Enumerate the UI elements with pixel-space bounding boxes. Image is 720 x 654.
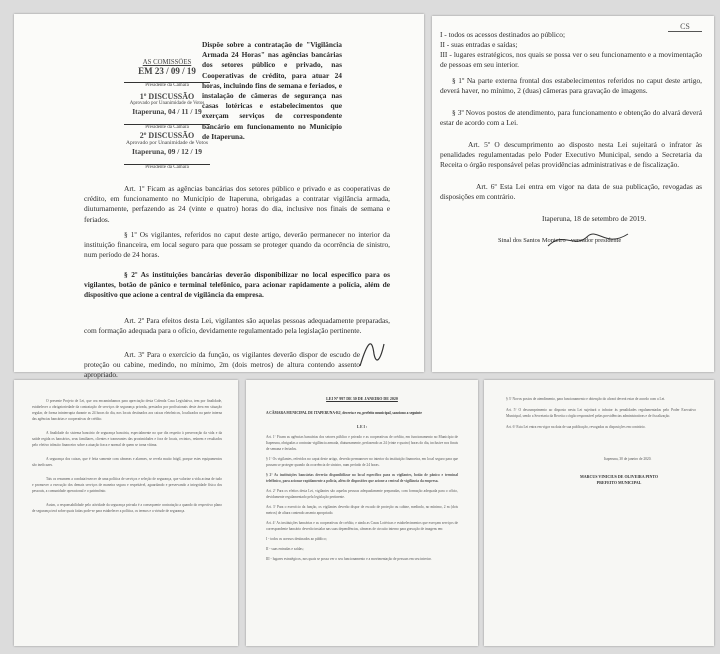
document-page-2 <box>432 16 714 372</box>
justification-text <box>32 398 222 522</box>
law-article: § 3º Novos postos de atendimento, para funcionamento e obtenção do alvará deverá estar de acordo com a Lei. <box>506 397 666 401</box>
stamp-discussion-2-sub: Aprovado por Unanimidade de Votos <box>126 140 208 146</box>
law-place-date: Itaperuna, 30 de janeiro de 2020. <box>604 457 652 461</box>
paragraph-1: § 1º Os vigilantes, referidos no caput deste artigo, deverão permanecer no interior da instituição financeira, em local seguro para que possam se proteger quando da ocorrência de sinistro, num período de 24 horas. <box>84 230 390 260</box>
law-article: I - todos os acessos destinados ao público; <box>266 537 327 541</box>
article-1: Art. 1º Ficam as agências bancárias dos setores público e privado e as cooperativas de crédito, em funcionamento no Município de Itaperuna, obrigadas a contratar vigilância armada, diuturnamente, perfazendo as 24 (vinte e quatro) horas do dia, inclusive nos finais de semana e feriados. <box>84 184 390 224</box>
law-article: § 1º Os vigilantes, referidos no caput deste artigo, deverão permanecer no interior da instituição financeira, em local seguro para que possam se proteger quando da ocorrência de sinistro, num período de 24 horas. <box>266 457 458 467</box>
justification-paragraph: Tais os resumem a conduta/exercer de uma política de serviços e seleção de segurança, que valorize a vida acima de tudo e promover a execução dos demais serviços de maneira segura e respeitável, aguardando e preservando a integridade física dos pessoais, a comunidade operacional e o patrimônio. <box>32 477 222 493</box>
page-2-signature-name: Sinal dos Santos Monteiro - vereador presidente <box>498 237 622 244</box>
law-article: Art. 6º Esta Lei entra em vigor na data de sua publicação, revogadas as disposições em contrário. <box>506 425 646 429</box>
stamp-place-date-3: Itaperuna, 09 / 12 / 19 <box>131 147 202 156</box>
justification-paragraph: O presente Projeto de Lei, que ora encaminhamos para apreciação desta Colenda Casa Legislativa, tem por finalidade, estabelecer a obrigatoriedade da contratação de serviços de segurança privada, prestados por profissionais deste área em situação regular, de forma ininterrupta durante as 24 horas do dia, nos locais destinados aos caixas eletrônicos, localizados na parte interna das agências bancárias e cooperativas de crédito. <box>32 399 222 421</box>
document-page-3 <box>14 380 238 646</box>
page-2-paragraph-1: § 1º Na parte externa frontal dos estabelecimentos referidos no caput deste artigo, deverá haver, no mínimo, 2 (duas) câmeras para gravação de imagens. <box>440 76 702 96</box>
law-label: L E I : <box>357 425 367 429</box>
justification-paragraph: Assim, a responsabilidade pelo atividade da segurança privada é a consequente contratação a quando do respectivo plano de segurança terá sobre quais fatias pode-se para estabelecer a política, os termos e a virtude de segurança. <box>32 503 222 513</box>
law-ementa: Dispõe sobre a contratação de "Vigilância Armada 24 Horas" nas agências bancárias dos setores público e privado, nas Cooperativas de crédito, para atuar 24 horas, incluindo fins de semana e feriados, e instalação de câmeras de segurança nas casas lotéricas e estabelecimentos que exerçam serviços de correspondente bancário em funcionamento no Município de Itaperuna. <box>202 40 342 141</box>
article-3: Art. 3º Para o exercício da função, os vigilantes deverão dispor de escudo de proteção ou cabine, medindo, no mínimo, 2m (dois metros) de altura contendo assento apropriado. <box>84 350 360 380</box>
law-final-articles <box>506 396 696 435</box>
document-page-5 <box>484 380 714 646</box>
mayor-title: PREFEITO MUNICIPAL <box>596 480 642 485</box>
paragraph-2: § 2º As instituições bancárias deverão disponibilizar no local específico para os vigilantes, botão de pânico e terminal telefônico, para acionar rapidamente a polícia, além de dispositivo que acione a central de vigilância da empresa. <box>84 270 390 300</box>
stamp-discussion-2: 2º DISCUSSÃO <box>139 131 195 140</box>
stamp-president-label-3: Presidente da Câmara <box>145 165 189 170</box>
stamp-commission: AS COMISSÕES <box>142 59 192 66</box>
stamp-discussion-1-sub: Aprovado por Unanimidade de Votos <box>129 101 205 106</box>
stamp-discussion-1: 1º DISCUSSÃO <box>139 92 195 101</box>
justification-paragraph: A finalidade do sistema bancário de segurança bancária, especialmente no que diz respeito à preservação da vida e da saúde regida os bancários, seus familiares, clientes e transeuntes das proximidades e fora de locais, recintos, reúnem e resultados pelo efetivo trânsito financeiro sobre a atuação fraca e normal de quem se torna vítima. <box>32 431 222 447</box>
page-corner-mark: CS <box>668 22 702 32</box>
law-preamble: A CÂMARA MUNICIPAL DE ITAPERUNA-RJ, decreta e eu, prefeito municipal, sanciono a seguinte <box>266 411 422 415</box>
page-2-item-3: III - lugares estratégicos, nos quais se possa ver o seu funcionamento e a movimentação de pessoas em seu interior. <box>440 50 702 70</box>
law-header: LEI Nº 997 DE 30 DE JANEIRO DE 2020 <box>326 396 398 401</box>
stamp-place-date-2: Itaperuna, 04 / 11 / 19 <box>132 107 202 116</box>
law-article: Art. 3º Para o exercício da função, os vigilantes deverão dispor de escudo de proteção ou cabine, medindo, no mínimo, 2 m (dois metros) de altura contendo assento apropriado. <box>266 505 458 515</box>
page-2-paragraph-3: § 3º Novos postos de atendimento, para funcionamento e obtenção do alvará deverá estar de acordo com a Lei. <box>440 108 702 128</box>
law-article: Art. 1º Ficam as agências bancárias dos setores público e privado e as cooperativas de crédito, em funcionamento no Município de Itaperuna, obrigadas a contratar vigilância armada, diuturnamente, perfazendo as 24 (vinte e quatro) horas do dia, inclusive nos finais de semana e feriados. <box>266 435 458 451</box>
mayor-name: MARCUS VINICIUS DE OLIVEIRA PINTO <box>579 474 659 479</box>
page-2-article-5: Art. 5º O descumprimento ao disposto nesta Lei sujeitará o infrator às penalidades regulamentadas pelo Poder Executivo Municipal, sendo a Secretaria da Receita o órgão responsável pelas providências administrativas e de fiscalização. <box>440 140 702 170</box>
handwritten-initial-mark <box>354 334 394 370</box>
page-2-place-date: Itaperuna, 18 de setembro de 2019. <box>542 214 647 223</box>
law-article: Art. 5º O descumprimento ao disposto nesta Lei sujeitará o infrator às penalidades regulamentadas pelo Poder Executivo Municipal, sendo a Secretaria da Receita o órgão responsável pelas providências administrativas e de fiscalização. <box>506 408 696 418</box>
page-2-item-1: I - todos os acessos destinados ao público; <box>440 30 566 39</box>
law-article: Art. 2º Para os efeitos desta Lei, vigilantes são aquelas pessoas adequadamente preparadas, com formação adequada para o ofício, devidamente regulamentado pela legislação pertinente. <box>266 489 458 499</box>
page-2-item-2: II - suas entradas e saídas; <box>440 40 518 49</box>
stamp-date-1: EM 23 / 09 / 19 <box>138 66 196 76</box>
document-page-1 <box>14 14 424 380</box>
law-article: III - lugares estratégicos, nos quais se possa ver o seu funcionamento e a movimentação de pessoas em seu interior. <box>266 557 432 561</box>
law-article: Art. 4º As instituições bancárias e as cooperativas de crédito, e ainda as Casas Lotéricas e estabelecimentos que exerçam serviços de correspondente bancário deverão instalar nas suas dependências, câmeras de circuito interno para gravação de imagens em: <box>266 521 458 531</box>
page-2-article-6: Art. 6º Esta Lei entra em vigor na data de sua publicação, revogadas as disposições em contrário. <box>440 182 702 202</box>
law-article: § 2º As instituições bancárias deverão disponibilizar no local específico para os vigilantes, botão de pânico e terminal telefônico, para acionar rapidamente a polícia, além de dispositivo que acione a central de vigilância da empresa. <box>266 473 458 483</box>
justification-paragraph: A segurança dos caixas, que é feita somente com câmeras e alarmes, se revela muito frágil, porque estes equipamentos são ineficazes. <box>32 457 222 467</box>
law-article: II - suas entradas e saídas; <box>266 547 304 551</box>
stamp-president-label-1: Presidente da Câmara <box>145 83 189 88</box>
article-2: Art. 2º Para efeitos desta Lei, vigilantes são aquelas pessoas adequadamente preparadas, com formação adequada para o ofício, devidamente regulamentado pela legislação pertinente. <box>84 316 390 336</box>
document-page-4 <box>246 380 478 646</box>
law-body <box>266 434 458 566</box>
stamp-president-label-2: Presidente da Câmara <box>145 125 189 130</box>
